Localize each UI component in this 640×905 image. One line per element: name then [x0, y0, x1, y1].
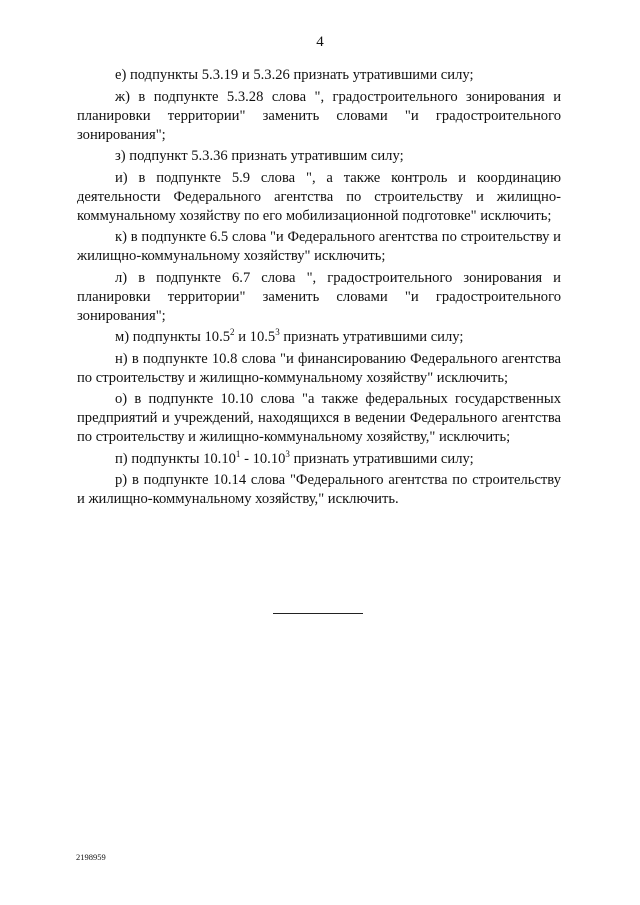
list-item: л) в подпункте 6.7 слова ", градостроительного зонирования и планировки территории" заменить словами "и градостроительного зонирования";: [77, 269, 561, 324]
list-item: о) в подпункте 10.10 слова "а также федеральных государственных предприятий и учреждений, находящихся в ведении Федерального агентства по строительству и жилищно-коммунальному хозяйству," исключить;: [77, 391, 561, 445]
superscript: 2: [230, 327, 235, 338]
superscript: 3: [285, 448, 290, 459]
list-item: [77, 450, 561, 469]
list-item: ж) в подпункте 5.3.28 слова ", градостроительного зонирования и планировки территории" заменить словами "и градостроительного зонирования";: [77, 88, 561, 143]
page-number: 4: [316, 34, 324, 50]
item-text: и 10.5: [234, 329, 276, 345]
superscript: 1: [235, 448, 241, 459]
end-of-text-rule: [273, 613, 363, 614]
item-text: признать утратившими силу;: [289, 450, 474, 467]
list-item: н) в подпункте 10.8 слова "и финансированию Федерального агентства по строительству и жилищно-коммунальному хозяйству" исключить;: [77, 350, 561, 386]
item-text: п) подпункты 10.10: [115, 450, 236, 467]
item-text: признать утратившими силу;: [279, 329, 464, 345]
item-text: - 10.10: [240, 450, 286, 467]
list-item: з) подпункт 5.3.36 признать утратившим силу;: [115, 148, 404, 164]
list-item: е) подпункты 5.3.19 и 5.3.26 признать утратившими силу;: [115, 67, 474, 83]
list-item: р) в подпункте 10.14 слова "Федерального агентства по строительству и жилищно-коммунальному хозяйству," исключить.: [77, 472, 561, 507]
list-item: [77, 328, 561, 347]
item-text: м) подпункты 10.5: [115, 329, 231, 345]
list-item: и) в подпункте 5.9 слова ", а также контроль и координацию деятельности Федерального агентства по строительству и жилищно-коммунальному хозяйству по его мобилизационной подготовке" исключить;: [77, 169, 561, 224]
list-item: к) в подпункте 6.5 слова "и Федерального агентства по строительству и жилищно-коммунальному хозяйству" исключить;: [77, 229, 561, 264]
superscript: 3: [275, 327, 280, 338]
document-code: 2198959: [76, 852, 106, 862]
document-body: [77, 66, 561, 512]
